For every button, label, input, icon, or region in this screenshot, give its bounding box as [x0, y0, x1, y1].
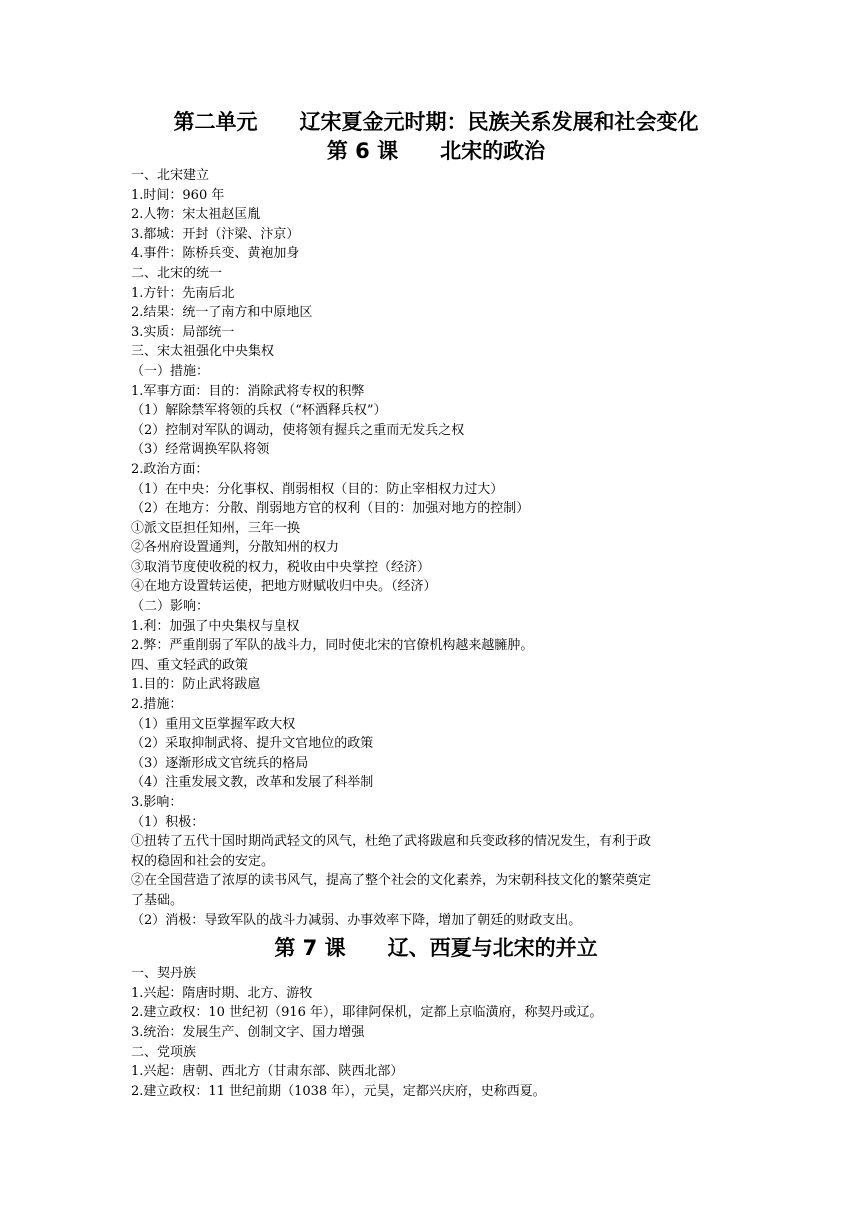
text-line: 二、党项族 — [131, 1044, 197, 1060]
text-line: 二、北宋的统一 — [131, 265, 223, 281]
text-line: ①派文臣担任知州，三年一换 — [131, 520, 301, 536]
text-line: （2）采取抑制武将、提升文官地位的政策 — [131, 736, 374, 752]
text-line: 1.方针：先南后北 — [131, 285, 235, 301]
text-line: （3）经常调换军队将领 — [131, 442, 270, 458]
text-line: 3.影响： — [131, 795, 183, 810]
text-line: 一、契丹族 — [131, 966, 197, 982]
unit-title: 第二单元 辽宋夏金元时期：民族关系发展和社会变化 — [173, 110, 699, 134]
text-line: （一）措施： — [131, 363, 210, 379]
text-line: 三、宋太祖强化中央集权 — [131, 344, 275, 360]
text-line: 1.兴起：隋唐时期、北方、游牧 — [131, 985, 313, 1001]
text-line: 2.结果：统一了南方和中原地区 — [131, 305, 313, 321]
text-line: ①扭转了五代十国时期尚武轻文的风气，杜绝了武将跋扈和兵变政移的情况发生，有利于政 — [131, 834, 652, 850]
text-line: 2.措施： — [131, 697, 183, 713]
text-line: 四、重文轻武的政策 — [131, 657, 249, 673]
text-line: 3.统治：发展生产、创制文字、国力增强 — [131, 1024, 365, 1040]
text-line: ②各州府设置通判，分散知州的权力 — [131, 540, 340, 556]
text-line: 4.事件：陈桥兵变、黄袍加身 — [131, 246, 300, 262]
text-line: 1.兴起：唐朝、西北方（甘肃东部、陕西北部） — [131, 1064, 404, 1080]
text-line: ④在地方设置转运使，把地方财赋收归中央。（经济） — [131, 579, 437, 595]
text-line: 2.建立政权：11 世纪前期（1038 年），元昊，定都兴庆府，史称西夏。 — [131, 1083, 546, 1099]
text-line: （3）逐渐形成文官统兵的格局 — [131, 755, 309, 771]
text-line: （4）注重发展文教，改革和发展了科举制 — [131, 775, 374, 791]
text-line: （二）影响： — [131, 599, 210, 615]
text-line: （1）在中央：分化事权、削弱相权（目的：防止宰相权力过大） — [131, 481, 504, 497]
text-line: 2.人物：宋太祖赵匡胤 — [131, 207, 261, 223]
document-page — [131, 108, 741, 1101]
text-line: ②在全国营造了浓厚的读书风气，提高了整个社会的文化素养，为宋朝科技文化的繁荣奠定 — [131, 873, 652, 889]
text-line: 2.政治方面： — [131, 461, 209, 477]
text-line: 1.军事方面：目的：消除武将专权的积弊 — [131, 383, 365, 399]
lesson-6-title: 第 6 课 北宋的政治 — [326, 139, 546, 163]
text-line: ③取消节度使收税的权力，税收由中央掌控（经济） — [131, 559, 431, 575]
lesson-7-content — [131, 964, 741, 1101]
lesson-6-content — [131, 166, 741, 930]
text-line: （2）控制对军队的调动，使将领有握兵之重而无发兵之权 — [131, 422, 465, 438]
text-line: 了基础。 — [131, 892, 184, 908]
text-line: （2）在地方：分散、削弱地方官的权利（目的：加强对地方的控制） — [131, 501, 530, 517]
text-line: （2）消极：导致军队的战斗力减弱、办事效率下降，增加了朝廷的财政支出。 — [131, 912, 582, 928]
text-line: 2.弊：严重削弱了军队的战斗力，同时使北宋的官僚机构越来越臃肿。 — [131, 638, 534, 654]
text-line: 1.目的：防止武将跋扈 — [131, 677, 261, 693]
text-line: 1.时间：960 年 — [131, 187, 225, 203]
lesson-7-title: 第 7 课 辽、西夏与北宋的并立 — [274, 936, 598, 961]
text-line: 一、北宋建立 — [131, 168, 210, 183]
text-line: （1）重用文臣掌握军政大权 — [131, 716, 296, 732]
text-line: （1）积极： — [131, 814, 205, 830]
text-line: 3.实质：局部统一 — [131, 324, 235, 340]
text-line: （1）解除禁军将领的兵权（“杯酒释兵权”） — [131, 403, 387, 419]
text-line: 2.建立政权：10 世纪初（916 年），耶律阿保机，定都上京临潢府，称契丹或辽。 — [131, 1005, 603, 1021]
text-line: 3.都城：开封（汴梁、汴京） — [131, 226, 300, 242]
text-line: 1.利：加强了中央集权与皇权 — [131, 618, 300, 634]
text-line: 权的稳固和社会的安定。 — [131, 853, 275, 869]
